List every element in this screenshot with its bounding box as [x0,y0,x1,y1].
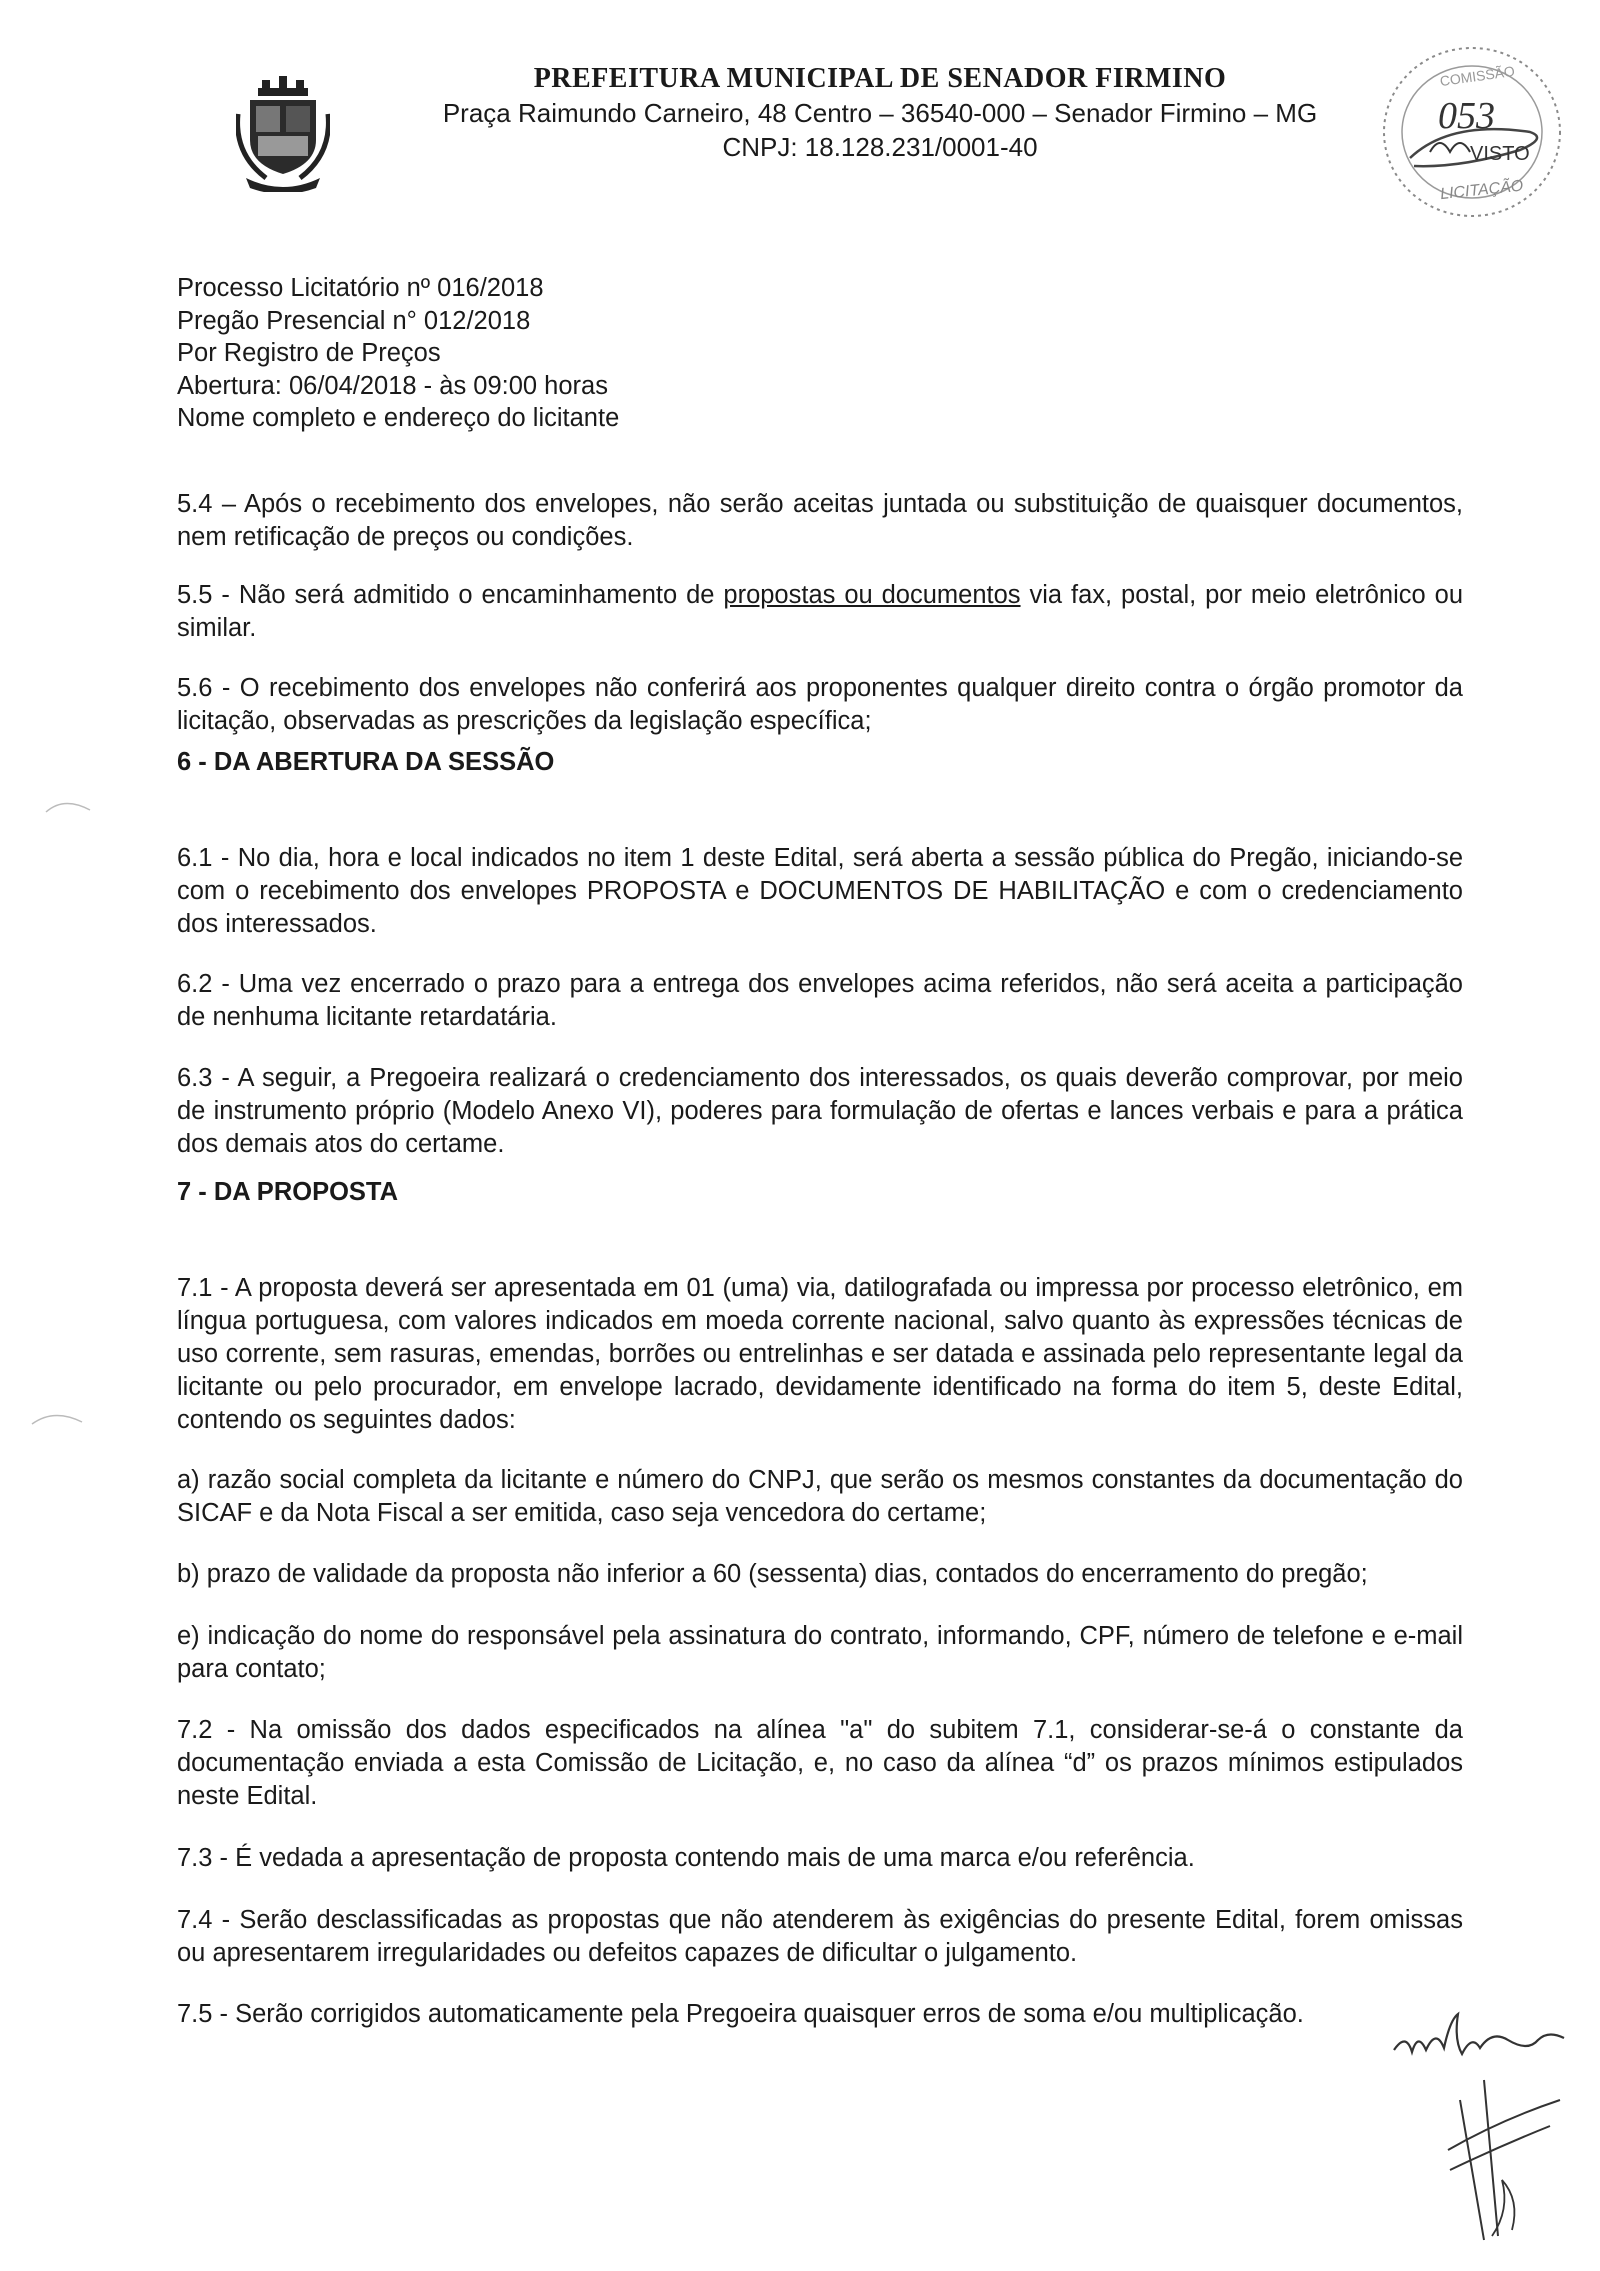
reference-line-pregao: Pregão Presencial n° 012/2018 [177,306,531,335]
stamp-word-top: COMISSÃO [1438,62,1516,90]
reference-line-licitante: Nome completo e endereço do licitante [177,404,620,432]
paragraph-7-5: 7.5 - Serão corrigidos automaticamente pela Pregoeira quaisquer erros de soma e/ou multiplicação. [177,1999,1304,2028]
letterhead-address: Praça Raimundo Carneiro, 48 Centro – 36540-000 – Senador Firmino – MG [442,98,1318,128]
commission-stamp [1370,40,1570,230]
paragraph-6-1: 6.1 - No dia, hora e local indicados no item 1 deste Edital, será aberta a sessão pública do Pregão, iniciando-se com o recebimento dos envelopes PROPOSTA e DOCUMENTOS DE HABILITAÇÃO e com o credenciamento dos interessados. [177,843,1463,938]
paragraph-7-2: 7.2 - Na omissão dos dados especificados na alínea "a" do subitem 7.1, considerar-se-á o constante da documentação enviada a esta Comissão de Licitação, e, no caso da alínea “d” os prazos mínimos estipulados neste Edital. [177,1715,1463,1810]
paragraph-5-6: 5.6 - O recebimento dos envelopes não conferirá aos proponentes qualquer direito contra o órgão promotor da licitação, observadas as prescrições da legislação específica; [177,673,1463,735]
paragraph-5-5-end: via fax, postal, por meio eletrônico ou similar. [177,580,1464,642]
paragraph-7-1-b: b) prazo de validade da proposta não inferior a 60 (sessenta) dias, contados do encerramento do pregão; [177,1559,1368,1588]
letterhead-cnpj: CNPJ: 18.128.231/0001-40 [722,132,1038,162]
letterhead-title: PREFEITURA MUNICIPAL DE SENADOR FIRMINO [533,63,1227,94]
letterhead [400,62,1360,164]
margin-mark-upper [44,794,94,816]
stamp-word-mid: VISTO [1470,143,1530,165]
reference-line-registro: Por Registro de Preços [177,339,441,367]
margin-mark-lower [30,1406,86,1428]
paragraph-7-3: 7.3 - É vedada a apresentação de proposta contendo mais de uma marca e/ou referência. [177,1843,1195,1872]
paragraph-5-5-underlined: propostas ou documentos [723,580,1021,609]
paragraph-7-1-e: e) indicação do nome do responsável pela assinatura do contrato, informando, CPF, número de telefone e e-mail para contato; [177,1621,1463,1683]
paragraph-5-5-start: 5.5 - Não será admitido o encaminhamento de [177,580,724,609]
paragraph-6-2: 6.2 - Uma vez encerrado o prazo para a entrega dos envelopes acima referidos, não será aceita a participação de nenhuma licitante retardatária. [177,969,1463,1031]
reference-line-process: Processo Licitatório nº 016/2018 [177,274,544,302]
municipal-crest-logo [236,74,330,192]
reference-line-abertura: Abertura: 06/04/2018 - às 09:00 horas [177,371,608,400]
reference-block [177,272,1463,435]
stamp-word-bottom: LICITAÇÃO [1439,177,1525,204]
section-6-heading: 6 - DA ABERTURA DA SESSÃO [177,748,555,776]
handwritten-rubric-bottom [1440,2060,1580,2250]
paragraph-7-1-a: a) razão social completa da licitante e número do CNPJ, que serão os mesmos constantes da documentação do SICAF e da Nota Fiscal a ser emitida, caso seja vencedora do certame; [177,1465,1463,1527]
paragraph-5-4: 5.4 – Após o recebimento dos envelopes, não serão aceitas juntada ou substituição de quaisquer documentos, nem retificação de preços ou condições. [177,489,1463,551]
paragraph-7-4: 7.4 - Serão desclassificadas as propostas que não atenderem às exigências do presente Edital, forem omissas ou apresentarem irregularidades ou defeitos capazes de dificultar o julgamento. [177,1905,1463,1967]
paragraph-7-1: 7.1 - A proposta deverá ser apresentada em 01 (uma) via, datilografada ou impressa por processo eletrônico, em língua portuguesa, com valores indicados em moeda corrente nacional, salvo quanto às expressões técnicas de uso corrente, sem rasuras, emendas, borrões ou entrelinhas e ser datada e assinada pelo representante legal da licitante ou pelo procurador, em envelope lacrado, devidamente identificado na forma do item 5, deste Edital, contendo os seguintes dados: [177,1273,1463,1434]
section-7-heading: 7 - DA PROPOSTA [177,1178,399,1206]
paragraph-5-5 [177,579,1463,645]
paragraph-6-3: 6.3 - A seguir, a Pregoeira realizará o credenciamento dos interessados, os quais deverão comprovar, por meio de instrumento próprio (Modelo Anexo VI), poderes para formulação de ofertas e lances verbais e para a prática dos demais atos do certame. [177,1063,1463,1158]
stamp-number: 053 [1438,95,1495,137]
